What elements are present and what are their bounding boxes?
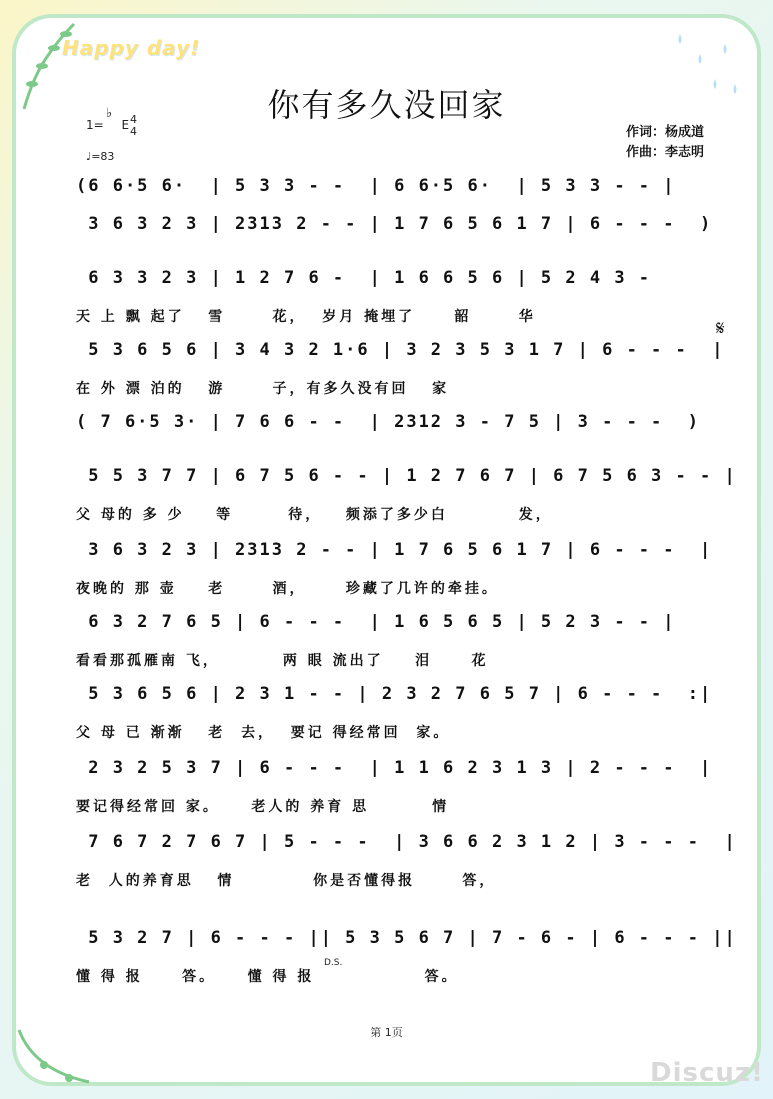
lyric-row: 看看那孤雁南 飞， 两 眼 流出了 泪 花 (76, 653, 489, 669)
lyric-row: 父 母 已 渐渐 老 去， 要记 得经常回 家。 (76, 725, 451, 741)
lyric-row: 父 母的 多 少 等 待， 频添了多少白 发， (76, 507, 553, 523)
notation-row: 2 3 2 5 3 7 | 6 - - - | 1 1 6 2 3 1 3 | 2 - - - | (76, 758, 713, 778)
notation-row: 6 3 2 7 6 5 | 6 - - - | 1 6 5 6 5 | 5 2 3 - - | (76, 612, 676, 632)
song-title: 你有多久没回家 (267, 86, 506, 124)
notation-row: (6 6·5 6· | 5 3 3 - - | 6 6·5 6· | 5 3 3 - - | (76, 176, 676, 196)
credits (626, 123, 704, 163)
tempo-mark: ♩=83 (86, 150, 115, 163)
notation-row: 3 6 3 2 3 | 2313 2 - - | 1 7 6 5 6 1 7 | 6 - - - | (76, 540, 713, 560)
lyric-row: 老 人的养育思 情 你是否懂得报 答， (76, 873, 497, 889)
key-signature (86, 106, 137, 138)
key-note: E (121, 118, 130, 132)
lyric-row: 天 上 飘 起了 雪 花， 岁月 掩埋了 韶 华 (76, 309, 536, 325)
ds-mark: D.S. (324, 958, 343, 968)
lyric-row: 夜晚的 那 壶 老 酒， 珍藏了几许的牵挂。 (76, 581, 499, 597)
notation-row: 5 3 2 7 | 6 - - - || 5 3 5 6 7 | 7 - 6 - | 6 - - - || (76, 928, 737, 948)
lyricist: 作词：杨成道 (626, 125, 705, 140)
key-prefix: 1= (86, 118, 104, 132)
composer: 作曲：李志明 (626, 145, 705, 160)
happy-day-decoration: Happy day! (62, 36, 201, 60)
lyric-row: 要记得经常回 家。 老人的 养育 思 情 (76, 799, 450, 815)
watermark: Discuz! (650, 1058, 764, 1088)
page-number: 第 1页 (370, 1026, 403, 1039)
segno-sign: 𝄋 (716, 316, 725, 340)
notation-row: 7 6 7 2 7 6 7 | 5 - - - | 3 6 6 2 3 1 2 | 3 - - - | (76, 832, 737, 852)
notation-row: 3 6 3 2 3 | 2313 2 - - | 1 7 6 5 6 1 7 | 6 - - - ) (76, 214, 713, 234)
flat-symbol: ♭ (106, 106, 113, 121)
notation-row: 5 3 6 5 6 | 3 4 3 2 1·6 | 3 2 3 5 3 1 7 | 6 - - - | (76, 340, 725, 360)
lyric-row: 懂 得 报 答。 懂 得 报 答。 (76, 969, 459, 985)
notation-row: ( 7 6·5 3· | 7 6 6 - - | 2312 3 - 7 5 | 3 - - - ) (76, 412, 700, 432)
lyric-row: 在 外 漂 泊的 游 子，有多久没有回 家 (76, 381, 450, 397)
notation-row: 6 3 3 2 3 | 1 2 7 6 - | 1 6 6 5 6 | 5 2 4 3 - (76, 268, 664, 288)
time-signature: 4 4 (130, 113, 137, 138)
notation-row: 5 3 6 5 6 | 2 3 1 - - | 2 3 2 7 6 5 7 | 6 - - - :| (76, 684, 713, 704)
notation-row: 5 5 3 7 7 | 6 7 5 6 - - | 1 2 7 6 7 | 6 7 5 6 3 - - | (76, 466, 737, 486)
